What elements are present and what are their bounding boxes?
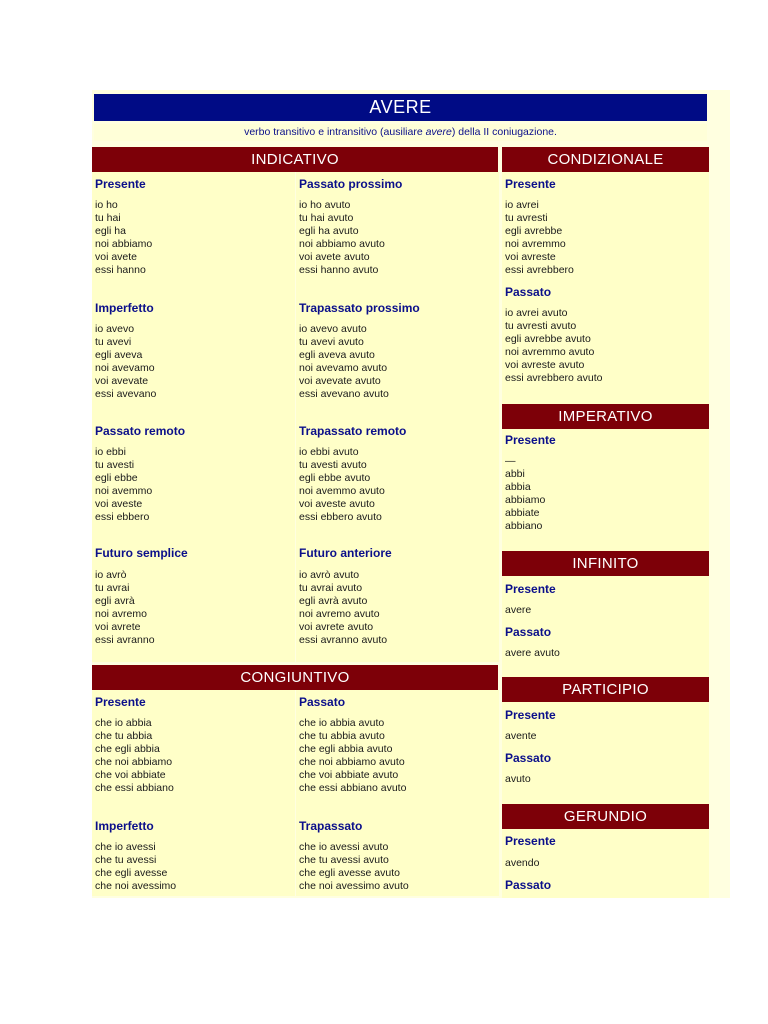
column-bg-right: [502, 172, 709, 898]
heading-cond-presente: Presente: [505, 177, 556, 191]
value-part-passato: avuto: [505, 773, 531, 785]
value-ger-presente: avendo: [505, 857, 540, 869]
section-participio: PARTICIPIO: [502, 677, 709, 702]
section-congiuntivo: CONGIUNTIVO: [92, 665, 498, 690]
heading-ger-presente: Presente: [505, 834, 556, 848]
heading-cong-passato: Passato: [299, 695, 346, 709]
section-indicativo: INDICATIVO: [92, 147, 498, 172]
forms-cong-imperfetto: che io avessi che tu avessi che egli avesse che noi avessimo: [95, 841, 177, 892]
forms-trapassato-prossimo: io avevo avuto tu avevi avuto egli aveva avuto noi avevamo avuto voi avevate avuto essi avevano avuto: [299, 323, 389, 400]
page-title: AVERE: [94, 94, 707, 121]
forms-cond-presente: io avrei tu avresti egli avrebbe noi avremmo voi avreste essi avrebbero: [505, 199, 574, 276]
heading-trapassato-prossimo: Trapassato prossimo: [299, 301, 420, 315]
verb-description: verbo transitivo e intransitivo (ausiliare avere) della II coniugazione.: [94, 124, 707, 141]
heading-trapassato-remoto: Trapassato remoto: [299, 424, 407, 438]
heading-presente: Presente: [95, 177, 146, 191]
heading-futuro-anteriore: Futuro anteriore: [299, 546, 392, 560]
heading-imperfetto: Imperfetto: [95, 301, 154, 315]
value-inf-passato: avere avuto: [505, 647, 560, 659]
section-condizionale: CONDIZIONALE: [502, 147, 709, 172]
forms-cong-presente: che io abbia che tu abbia che egli abbia che noi abbiamo che voi abbiate che essi abbiano: [95, 717, 174, 794]
forms-imp-presente: — abbi abbia abbiamo abbiate abbiano: [505, 455, 546, 532]
heading-inf-passato: Passato: [505, 625, 552, 639]
forms-cong-trapassato: che io avessi avuto che tu avessi avuto che egli avesse avuto che noi avessimo avuto: [299, 841, 409, 892]
forms-passato-remoto: io ebbi tu avesti egli ebbe noi avemmo voi aveste essi ebbero: [95, 446, 153, 523]
heading-part-passato: Passato: [505, 751, 552, 765]
forms-cond-passato: io avrei avuto tu avresti avuto egli avrebbe avuto noi avremmo avuto voi avreste avuto essi avrebbero avuto: [505, 307, 603, 384]
heading-cong-imperfetto: Imperfetto: [95, 819, 154, 833]
forms-cong-passato: che io abbia avuto che tu abbia avuto che egli abbia avuto che noi abbiamo avuto che voi abbiate avuto che essi abbiano avuto: [299, 717, 407, 794]
heading-passato-prossimo: Passato prossimo: [299, 177, 403, 191]
heading-ger-passato: Passato: [505, 878, 552, 892]
forms-indicativo-presente: io ho tu hai egli ha noi abbiamo voi avete essi hanno: [95, 199, 153, 276]
forms-imperfetto: io avevo tu avevi egli aveva noi avevamo voi avevate essi avevano: [95, 323, 157, 400]
heading-part-presente: Presente: [505, 708, 556, 722]
forms-passato-prossimo: io ho avuto tu hai avuto egli ha avuto noi abbiamo avuto voi avete avuto essi hanno avuto: [299, 199, 385, 276]
heading-imp-presente: Presente: [505, 433, 556, 447]
heading-passato-remoto: Passato remoto: [95, 424, 186, 438]
heading-futuro-semplice: Futuro semplice: [95, 546, 188, 560]
forms-futuro-anteriore: io avrò avuto tu avrai avuto egli avrà avuto noi avremo avuto voi avrete avuto essi avranno avuto: [299, 569, 388, 646]
forms-futuro-semplice: io avrò tu avrai egli avrà noi avremo voi avrete essi avranno: [95, 569, 155, 646]
forms-trapassato-remoto: io ebbi avuto tu avesti avuto egli ebbe avuto noi avemmo avuto voi aveste avuto essi ebbero avuto: [299, 446, 385, 523]
value-part-presente: avente: [505, 730, 537, 742]
value-inf-presente: avere: [505, 604, 532, 616]
heading-inf-presente: Presente: [505, 582, 556, 596]
heading-cong-trapassato: Trapassato: [299, 819, 363, 833]
heading-cong-presente: Presente: [95, 695, 146, 709]
section-infinito: INFINITO: [502, 551, 709, 576]
section-imperativo: IMPERATIVO: [502, 404, 709, 429]
heading-cond-passato: Passato: [505, 285, 552, 299]
section-gerundio: GERUNDIO: [502, 804, 709, 829]
